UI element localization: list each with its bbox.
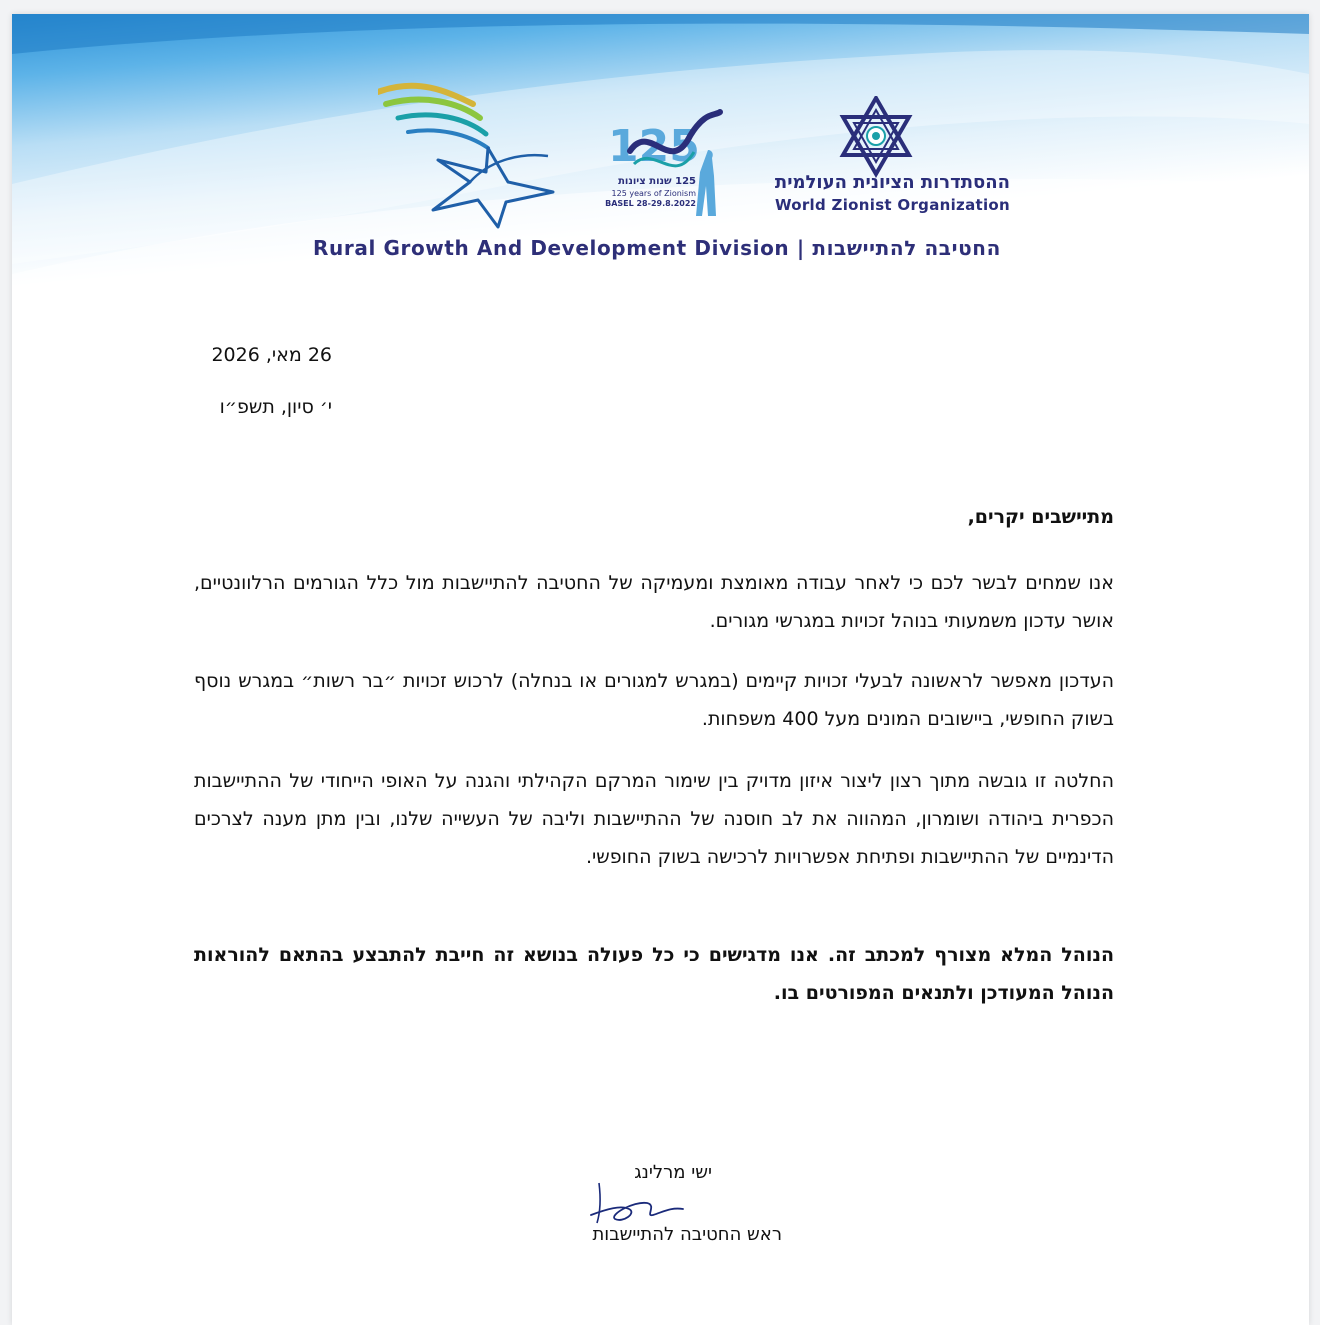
anniversary-event-text: BASEL 28-29.8.2022 xyxy=(605,199,696,208)
greeting: מתיישבים יקרים, xyxy=(967,506,1114,528)
paragraph-2: העדכון מאפשר לראשונה לבעלי זכויות קיימים (במגרש למגורים או בנחלה) לרכוש זכויות ״בר רשות״ במגרש נוסף בשוק החופשי, ביישובים המונים מעל 400 משפחות. xyxy=(194,670,1114,730)
bird-star-logo-icon xyxy=(378,82,558,232)
division-title xyxy=(272,236,1042,260)
paragraph-3: החלטה זו גובשה מתוך רצון ליצור איזון מדויק בין שימור המרקם הקהילתי והגנה על האופי הייחודי של ההתיישבות הכפרית ביהודה ושומרון, המהווה את לב חוסנה של ההתיישבות וליבה של העשייה שלנו, ובין מתן מענה לצרכים הדינמיים של ההתיישבות ופתיחת אפשרויות לרכישה בשוק החופשי. xyxy=(194,770,1114,868)
division-separator: | xyxy=(796,236,805,260)
signature-title: ראש החטיבה להתיישבות xyxy=(592,1224,782,1245)
date-hebrew: י׳ סיון, תשפ״ו xyxy=(219,396,332,418)
division-english: Rural Growth And Development Division xyxy=(313,236,790,260)
letter-page xyxy=(12,14,1309,1325)
division-hebrew: החטיבה להתיישבות xyxy=(812,236,1001,260)
anniversary-hebrew-text: 125 שנות ציונות xyxy=(618,176,696,187)
paragraph-1: אנו שמחים לבשר לכם כי לאחר עבודה מאומצת ומעמיקה של החטיבה להתיישבות מול כלל הגורמים הרלוונטיים, אושר עדכון משמעותי בנוהל זכויות במגרשי מגורים. xyxy=(194,572,1114,632)
signature-name: ישי מרלינג xyxy=(634,1162,712,1183)
wzo-hebrew-name: ההסתדרות הציונית העולמית xyxy=(774,172,1010,193)
anniversary-english-text: 125 years of Zionism xyxy=(611,189,696,198)
anniversary-number: 125 xyxy=(608,121,700,172)
paragraph-4-bold: הנוהל המלא מצורף למכתב זה. אנו מדגישים כי כל פעולה בנושא זה חייבת להתבצע בהתאם להוראות הנוהל המעודכן ולתנאים המפורטים בו. xyxy=(194,944,1114,1004)
anniversary-125-logo-icon xyxy=(590,106,730,226)
date-gregorian: 26 מאי, 2026 xyxy=(211,344,332,366)
handwritten-signature-icon xyxy=(587,1179,697,1229)
wzo-english-name: World Zionist Organization xyxy=(774,196,1010,214)
